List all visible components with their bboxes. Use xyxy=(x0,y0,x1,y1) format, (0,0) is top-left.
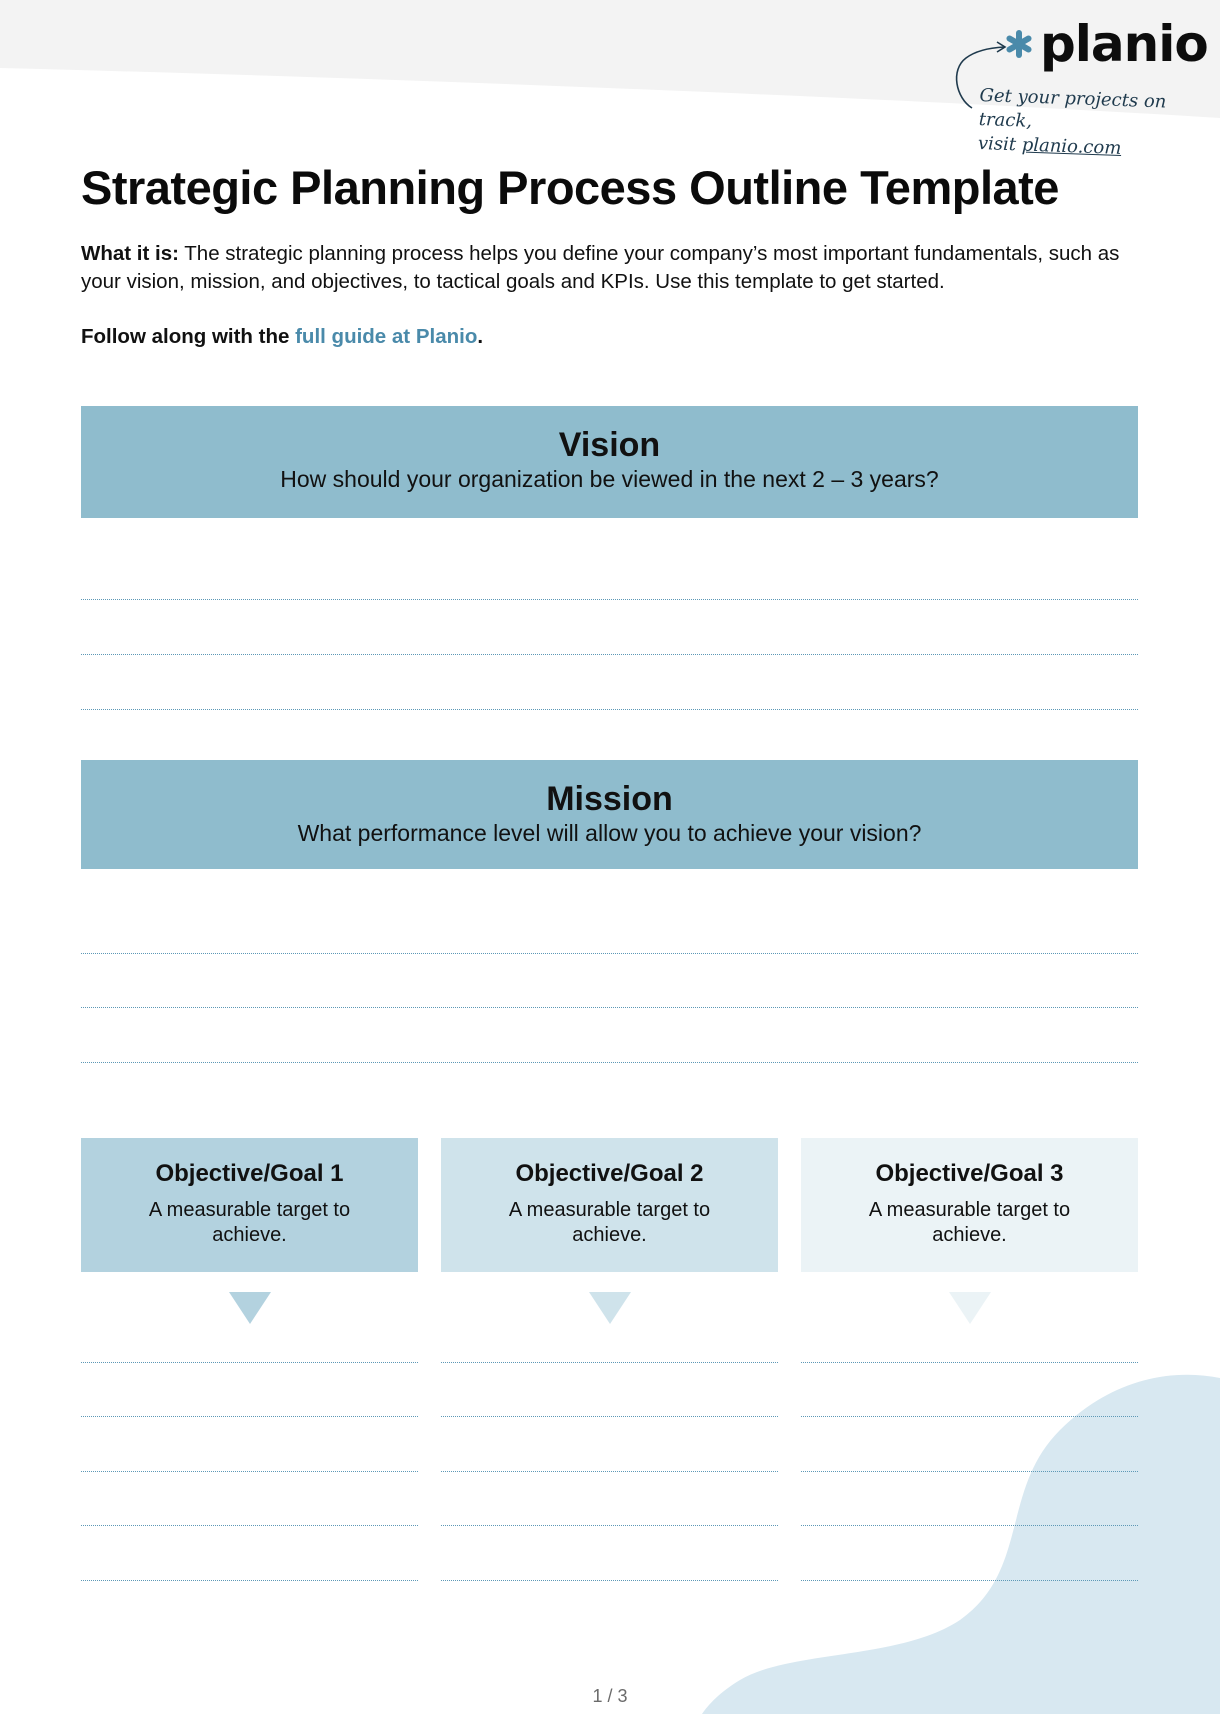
tagline-visit: visit xyxy=(977,132,1017,156)
goal-2-answer-line-2[interactable] xyxy=(441,1416,778,1417)
follow-suffix: . xyxy=(477,325,484,348)
corner-blob-decoration xyxy=(700,1360,1220,1714)
goal-1-answer-line-4[interactable] xyxy=(81,1525,418,1526)
mission-section-header xyxy=(81,760,1138,869)
vision-answer-line-3[interactable] xyxy=(81,709,1138,710)
goal-3-box xyxy=(801,1138,1138,1272)
tagline-line-1: Get your projects on track, xyxy=(978,84,1167,132)
goal-1-arrow-icon xyxy=(229,1292,271,1324)
page-title: Strategic Planning Process Outline Template xyxy=(81,161,1059,214)
goal-3-desc: A measurable target to achieve. xyxy=(868,1199,1071,1246)
intro-text: The strategic planning process helps you define your company’s most important fundamentals, such as your vision, mission, and objectives, to tactical goals and KPIs. Use this template to get started. xyxy=(81,242,1120,293)
mission-heading: Mission xyxy=(546,780,673,818)
goal-1-title: Objective/Goal 1 xyxy=(155,1160,344,1187)
mission-answer-line-2[interactable] xyxy=(81,1007,1138,1008)
goal-1-desc: A measurable target to achieve. xyxy=(148,1199,351,1246)
goal-3-answer-line-4[interactable] xyxy=(801,1525,1138,1526)
goal-3-answer-line-1[interactable] xyxy=(801,1362,1138,1363)
vision-section-header xyxy=(81,406,1138,518)
goal-2-answer-line-3[interactable] xyxy=(441,1471,778,1472)
vision-heading: Vision xyxy=(558,426,661,464)
mission-answer-line-1[interactable] xyxy=(81,953,1138,954)
mission-subtitle: What performance level will allow you to achieve your vision? xyxy=(297,820,922,846)
intro-paragraph xyxy=(81,240,1141,296)
goal-2-answer-line-5[interactable] xyxy=(441,1580,778,1581)
mission-answer-line-3[interactable] xyxy=(81,1062,1138,1063)
goal-2-desc: A measurable target to achieve. xyxy=(508,1199,711,1246)
goal-1-answer-line-5[interactable] xyxy=(81,1580,418,1581)
goal-3-arrow-icon xyxy=(949,1292,991,1324)
full-guide-link[interactable]: full guide at Planio xyxy=(295,325,478,348)
tagline-link[interactable]: planio.com xyxy=(1021,134,1122,159)
page-number: 1 / 3 xyxy=(592,1686,628,1706)
goal-3-title: Objective/Goal 3 xyxy=(875,1160,1064,1187)
planio-logo[interactable] xyxy=(1004,15,1208,73)
goal-1-answer-line-3[interactable] xyxy=(81,1471,418,1472)
goal-2-box xyxy=(441,1138,778,1272)
goal-3-answer-line-3[interactable] xyxy=(801,1471,1138,1472)
goal-3-answer-line-5[interactable] xyxy=(801,1580,1138,1581)
logo-tagline xyxy=(977,84,1219,164)
follow-prefix: Follow along with the xyxy=(81,325,290,348)
follow-line xyxy=(81,323,483,351)
goal-1-answer-line-1[interactable] xyxy=(81,1362,418,1363)
intro-label: What it is: xyxy=(81,242,179,265)
goal-2-arrow-icon xyxy=(589,1292,631,1324)
asterisk-logo-icon xyxy=(1004,29,1034,59)
goal-3-answer-line-2[interactable] xyxy=(801,1416,1138,1417)
vision-answer-line-1[interactable] xyxy=(81,599,1138,600)
logo-wordmark: planio xyxy=(1040,15,1208,73)
goal-2-answer-line-1[interactable] xyxy=(441,1362,778,1363)
vision-answer-line-2[interactable] xyxy=(81,654,1138,655)
goal-1-answer-line-2[interactable] xyxy=(81,1416,418,1417)
vision-subtitle: How should your organization be viewed in the next 2 – 3 years? xyxy=(280,466,939,492)
goal-1-box xyxy=(81,1138,418,1272)
goal-2-answer-line-4[interactable] xyxy=(441,1525,778,1526)
goal-2-title: Objective/Goal 2 xyxy=(515,1160,704,1187)
